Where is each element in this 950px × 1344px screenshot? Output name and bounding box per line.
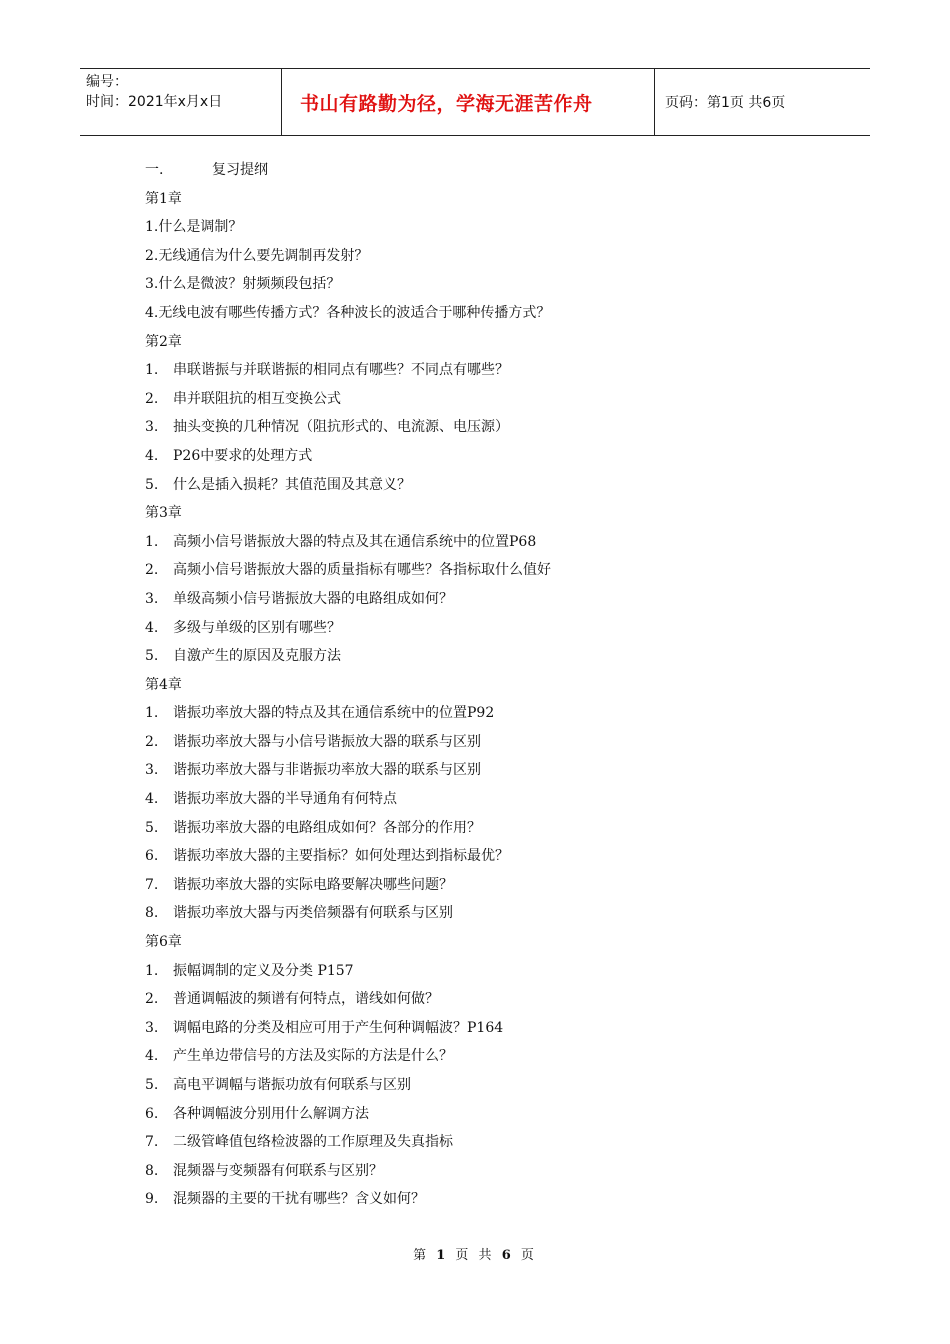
- list-item-number: 7.: [145, 876, 159, 893]
- list-item: [145, 1071, 845, 1100]
- list-item-text: 3.什么是微波？射频频段包括？: [145, 276, 341, 293]
- list-item: [145, 556, 845, 585]
- list-item-number: 1.: [145, 962, 159, 979]
- list-item: [145, 242, 845, 271]
- list-item: [145, 871, 845, 900]
- time-label: 时间：2021年x月x日: [86, 94, 223, 110]
- number-label: 编号：: [86, 74, 128, 90]
- list-item-text: 1.什么是调制？: [145, 219, 243, 236]
- list-item: [145, 299, 845, 328]
- list-item-number: 3.: [145, 590, 159, 607]
- list-item-text: P26中要求的处理方式: [173, 447, 313, 464]
- outline-section-number: 一.: [145, 162, 164, 178]
- list-item-number: 6.: [145, 1105, 159, 1122]
- list-item-text: 谐振功率放大器的半导通角有何特点: [173, 791, 397, 808]
- list-item-text: 高频小信号谐振放大器的质量指标有哪些？各指标取什么值好: [173, 562, 551, 579]
- list-item: [145, 1128, 845, 1157]
- outline-content: [145, 156, 845, 1214]
- list-item-text: 单级高频小信号谐振放大器的电路组成如何？: [173, 590, 453, 607]
- chapter-title: 第6章: [145, 934, 182, 951]
- list-item-text: 串联谐振与并联谐振的相同点有哪些？不同点有哪些？: [173, 362, 509, 379]
- list-item: [145, 985, 845, 1014]
- list-item-number: 5.: [145, 1077, 159, 1093]
- list-item: [145, 614, 845, 643]
- chapter-title: 第2章: [145, 333, 182, 350]
- footer-suffix: 页: [520, 1248, 537, 1263]
- list-item-number: 8.: [145, 905, 159, 922]
- list-item-number: 2.: [145, 562, 159, 579]
- list-item-number: 4.: [145, 447, 159, 464]
- list-item-number: 8.: [145, 1162, 159, 1179]
- list-item-text: 谐振功率放大器的实际电路要解决哪些问题？: [173, 876, 453, 893]
- list-item-number: 4.: [145, 1048, 159, 1065]
- list-item: [145, 699, 845, 728]
- list-item-number: 1.: [145, 362, 159, 379]
- list-item-text: 多级与单级的区别有哪些？: [173, 619, 341, 636]
- list-item-number: 3.: [145, 419, 159, 436]
- list-item-text: 谐振功率放大器的特点及其在通信系统中的位置P92: [173, 705, 495, 722]
- list-item-text: 谐振功率放大器与丙类倍频器有何联系与区别: [173, 905, 453, 922]
- list-item-text: 谐振功率放大器与小信号谐振放大器的联系与区别: [173, 733, 481, 750]
- list-item-text: 抽头变换的几种情况（阻抗形式的、电流源、电压源）: [173, 419, 509, 436]
- list-item-number: 3.: [145, 762, 159, 779]
- header-motto-cell: [282, 69, 655, 135]
- list-item: [145, 1042, 845, 1071]
- outline-heading: [145, 156, 845, 185]
- header-page-cell: [655, 69, 870, 135]
- list-item: [145, 785, 845, 814]
- footer-total-pages: 6: [501, 1248, 514, 1263]
- list-item: [145, 756, 845, 785]
- list-item-number: 2.: [145, 991, 159, 1008]
- list-item-text: 高频小信号谐振放大器的特点及其在通信系统中的位置P68: [173, 533, 537, 550]
- outline-section-title: 复习提纲: [212, 162, 268, 178]
- list-item: [145, 842, 845, 871]
- page-header: [80, 68, 870, 136]
- footer-mid: 页 共: [455, 1248, 495, 1263]
- chapter-list: [145, 185, 845, 1214]
- list-item-text: 混频器的主要的干扰有哪些？含义如何？: [173, 1191, 425, 1208]
- list-item: [145, 385, 845, 414]
- chapter-title: 第1章: [145, 190, 182, 207]
- list-item-text: 混频器与变频器有何联系与区别？: [173, 1162, 383, 1179]
- list-item: [145, 442, 845, 471]
- page-footer: [0, 1244, 950, 1263]
- list-item: [145, 270, 845, 299]
- list-item-text: 什么是插入损耗？其值范围及其意义？: [173, 476, 411, 493]
- header-left-cell: [80, 69, 282, 135]
- list-item-text: 自激产生的原因及克服方法: [173, 648, 341, 665]
- list-item-text: 谐振功率放大器与非谐振功率放大器的联系与区别: [173, 762, 481, 779]
- list-item-text: 谐振功率放大器的主要指标？如何处理达到指标最优？: [173, 848, 509, 865]
- list-item-number: 5.: [145, 648, 159, 665]
- list-item-number: 6.: [145, 848, 159, 865]
- list-item: [145, 1100, 845, 1129]
- list-item: [145, 585, 845, 614]
- list-item-text: 普通调幅波的频谱有何特点，谱线如何做？: [173, 991, 439, 1008]
- list-item-text: 振幅调制的定义及分类 P157: [173, 962, 354, 979]
- chapter-title: 第4章: [145, 676, 182, 693]
- list-item-number: 4.: [145, 791, 159, 808]
- list-item: [145, 814, 845, 843]
- list-item-text: 谐振功率放大器的电路组成如何？各部分的作用？: [173, 819, 481, 836]
- motto-text: 书山有路勤为径，学海无涯苦作舟: [300, 92, 593, 115]
- list-item: [145, 1157, 845, 1186]
- list-item-text: 各种调幅波分别用什么解调方法: [173, 1105, 369, 1122]
- list-item-text: 4.无线电波有哪些传播方式？各种波长的波适合于哪种传播方式？: [145, 304, 551, 321]
- list-item: [145, 642, 845, 671]
- list-item-number: 4.: [145, 619, 159, 636]
- list-item-number: 1.: [145, 533, 159, 550]
- list-item: [145, 728, 845, 757]
- list-item: [145, 957, 845, 986]
- list-item: [145, 413, 845, 442]
- list-item: [145, 1014, 845, 1043]
- list-item-number: 2.: [145, 733, 159, 750]
- list-item-text: 二级管峰值包络检波器的工作原理及失真指标: [173, 1134, 453, 1151]
- list-item-text: 2.无线通信为什么要先调制再发射？: [145, 247, 369, 264]
- list-item: [145, 1185, 845, 1214]
- list-item-number: 9.: [145, 1191, 159, 1208]
- footer-prefix: 第: [413, 1248, 430, 1263]
- list-item: [145, 899, 845, 928]
- list-item-text: 高电平调幅与谐振功放有何联系与区别: [173, 1077, 411, 1093]
- list-item-text: 调幅电路的分类及相应可用于产生何种调幅波？P164: [173, 1019, 504, 1036]
- list-item-number: 3.: [145, 1019, 159, 1036]
- list-item-text: 串并联阻抗的相互变换公式: [173, 390, 341, 407]
- list-item-number: 7.: [145, 1134, 159, 1151]
- list-item-text: 产生单边带信号的方法及实际的方法是什么？: [173, 1048, 453, 1065]
- list-item-number: 5.: [145, 819, 159, 836]
- list-item-number: 5.: [145, 476, 159, 493]
- footer-page-number: 1: [436, 1248, 449, 1263]
- chapter-title: 第3章: [145, 505, 182, 522]
- list-item: [145, 356, 845, 385]
- list-item: [145, 213, 845, 242]
- list-item-number: 1.: [145, 705, 159, 722]
- list-item: [145, 528, 845, 557]
- list-item-number: 2.: [145, 390, 159, 407]
- header-page-info: 页码：第1页 共6页: [665, 95, 786, 111]
- list-item: [145, 471, 845, 500]
